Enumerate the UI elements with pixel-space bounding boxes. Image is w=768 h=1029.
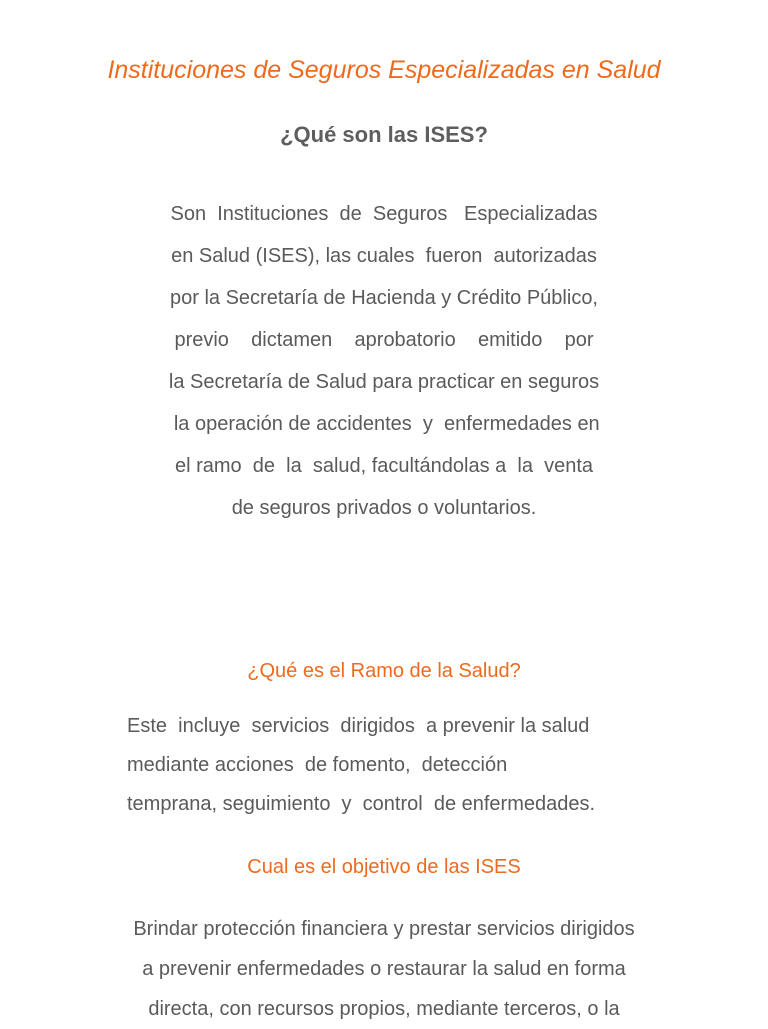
paragraph-ises-definition <box>0 193 768 529</box>
paragraph-objetivo <box>0 909 768 1029</box>
paragraph-line: Este incluye servicios dirigidos a prevenir la salud <box>127 715 590 737</box>
paragraph-line: por la Secretaría de Hacienda y Crédito Público, <box>169 287 598 309</box>
section-heading-objetivo: Cual es el objetivo de las ISES <box>247 856 521 878</box>
paragraph-ramo-salud <box>127 707 687 824</box>
paragraph-line: temprana, seguimiento y control de enfermedades. <box>127 793 596 815</box>
paragraph-line: la Secretaría de Salud para practicar en seguros <box>168 371 600 393</box>
paragraph-line: Brindar protección financiera y prestar servicios dirigidos <box>133 918 635 940</box>
section-heading-ramo-salud: ¿Qué es el Ramo de la Salud? <box>247 660 521 682</box>
paragraph-line: directa, con recursos propios, mediante terceros, o la <box>148 998 620 1020</box>
paragraph-line: a prevenir enfermedades o restaurar la salud en forma <box>142 958 626 980</box>
page-title: Instituciones de Seguros Especializadas en Salud <box>107 56 661 84</box>
paragraph-line: previo dictamen aprobatorio emitido por <box>174 329 594 351</box>
paragraph-line: en Salud (ISES), las cuales fueron autorizadas <box>171 245 597 267</box>
paragraph-line: la operación de accidentes y enfermedades en <box>168 413 600 435</box>
paragraph-line: de seguros privados o voluntarios. <box>231 497 537 519</box>
paragraph-line: Son Instituciones de Seguros Especializadas <box>170 203 598 225</box>
paragraph-line: el ramo de la salud, facultándolas a la venta <box>174 455 594 477</box>
paragraph-line: mediante acciones de fomento, detección <box>127 754 508 776</box>
section-heading-ises: ¿Qué son las ISES? <box>280 122 488 147</box>
